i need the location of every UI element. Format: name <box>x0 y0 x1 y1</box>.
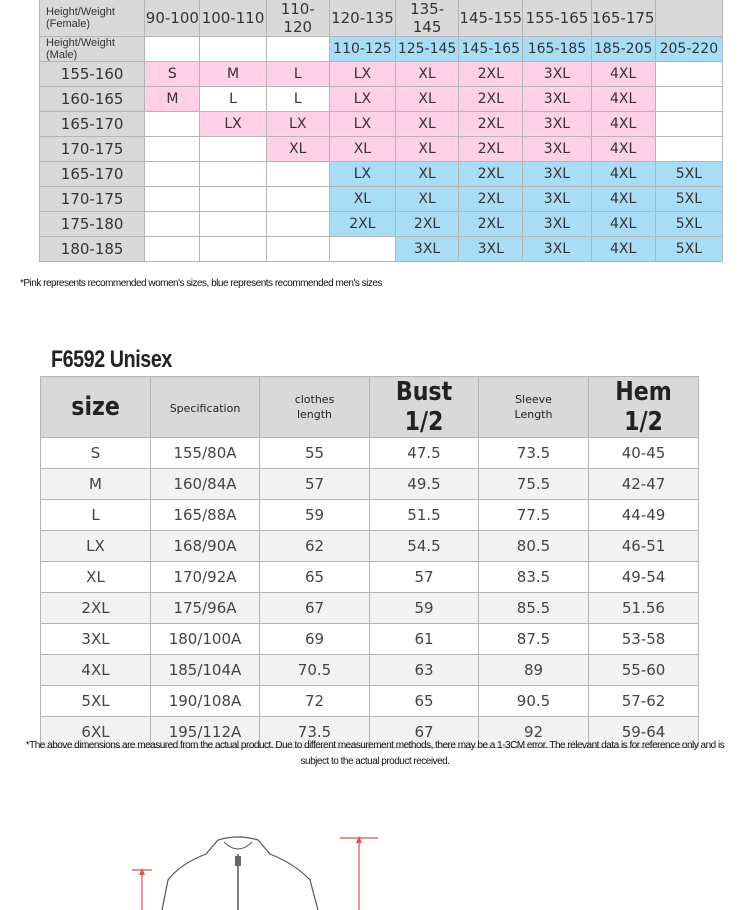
cell-clothes-length: 62 <box>260 531 370 562</box>
measurement-row <box>41 469 699 500</box>
size-cell: LX <box>329 87 395 112</box>
size-cell: XL <box>396 62 459 87</box>
header-clothes-length: clothes length <box>260 377 370 438</box>
size-cell: XL <box>396 137 459 162</box>
size-cell <box>145 112 200 137</box>
size-cell <box>145 137 200 162</box>
male-weight-cell: 145-165 <box>459 37 523 62</box>
cell-bust: 47.5 <box>370 438 479 469</box>
size-cell: LX <box>329 112 395 137</box>
male-weight-cell <box>145 37 200 62</box>
size-row <box>40 237 723 262</box>
size-cell: 2XL <box>459 162 523 187</box>
measurement-disclaimer: *The above dimensions are measured from the actual product. Due to different measurement methods, there may be a 1-3CM error. The relevant data is for reference only and is subject to the actual product received. <box>25 740 725 767</box>
size-cell: LX <box>266 112 329 137</box>
cell-clothes-length: 70.5 <box>260 655 370 686</box>
size-cell: M <box>145 87 200 112</box>
measurement-header-row <box>41 377 699 438</box>
size-cell: 3XL <box>523 212 591 237</box>
size-cell <box>266 237 329 262</box>
cell-bust: 65 <box>370 686 479 717</box>
cell-clothes-length: 69 <box>260 624 370 655</box>
size-cell: XL <box>329 187 395 212</box>
cell-size: L <box>41 500 151 531</box>
male-weight-cell <box>266 37 329 62</box>
size-cell: 2XL <box>459 187 523 212</box>
cell-hem: 53-58 <box>589 624 699 655</box>
size-cell: 4XL <box>591 187 655 212</box>
height-cell: 170-175 <box>40 137 145 162</box>
female-weight-cell: 155-165 <box>523 0 591 37</box>
cell-clothes-length: 72 <box>260 686 370 717</box>
cell-bust: 57 <box>370 562 479 593</box>
size-cell: L <box>266 87 329 112</box>
size-cell: 4XL <box>591 87 655 112</box>
measurement-row <box>41 500 699 531</box>
male-header-row <box>40 37 723 62</box>
header-sleeve-length: Sleeve Length <box>479 377 589 438</box>
header-hem: Hem 1/2 <box>589 377 699 438</box>
size-cell: 3XL <box>523 112 591 137</box>
cell-sleeve-length: 92 <box>479 717 589 748</box>
cell-size: M <box>41 469 151 500</box>
size-cell: 2XL <box>459 112 523 137</box>
male-weight-cell: 165-185 <box>523 37 591 62</box>
cell-hem: 55-60 <box>589 655 699 686</box>
female-header-label: Height/Weight (Female) <box>40 0 145 37</box>
cell-sleeve-length: 85.5 <box>479 593 589 624</box>
female-weight-cell: 100-110 <box>200 0 266 37</box>
measurement-row <box>41 686 699 717</box>
height-cell: 175-180 <box>40 212 145 237</box>
cell-specification: 180/100A <box>151 624 260 655</box>
cell-hem: 44-49 <box>589 500 699 531</box>
size-cell <box>655 112 722 137</box>
cell-sleeve-length: 83.5 <box>479 562 589 593</box>
size-cell: 2XL <box>396 212 459 237</box>
height-cell: 160-165 <box>40 87 145 112</box>
size-cell: 3XL <box>523 62 591 87</box>
size-cell <box>266 162 329 187</box>
size-cell: 5XL <box>655 187 722 212</box>
measurement-row <box>41 531 699 562</box>
female-weight-cell: 90-100 <box>145 0 200 37</box>
size-row <box>40 87 723 112</box>
size-cell: 4XL <box>591 237 655 262</box>
size-cell: 2XL <box>459 62 523 87</box>
cell-hem: 40-45 <box>589 438 699 469</box>
size-cell <box>655 62 722 87</box>
size-cell: 3XL <box>523 137 591 162</box>
size-cell <box>655 137 722 162</box>
size-cell <box>145 237 200 262</box>
cell-size: XL <box>41 562 151 593</box>
cell-size: 3XL <box>41 624 151 655</box>
size-cell: LX <box>329 62 395 87</box>
size-cell: 3XL <box>523 237 591 262</box>
female-weight-cell: 145-155 <box>459 0 523 37</box>
product-title: F6592 Unisex <box>51 346 172 373</box>
height-cell: 165-170 <box>40 162 145 187</box>
female-weight-cell: 110-120 <box>266 0 329 37</box>
size-cell: S <box>145 62 200 87</box>
cell-specification: 170/92A <box>151 562 260 593</box>
cell-hem: 51.56 <box>589 593 699 624</box>
cell-size: S <box>41 438 151 469</box>
size-cell: 3XL <box>459 237 523 262</box>
cell-clothes-length: 65 <box>260 562 370 593</box>
size-cell: 4XL <box>591 62 655 87</box>
cell-bust: 67 <box>370 717 479 748</box>
cell-bust: 49.5 <box>370 469 479 500</box>
header-bust: Bust 1/2 <box>370 377 479 438</box>
cell-specification: 190/108A <box>151 686 260 717</box>
cell-size: 2XL <box>41 593 151 624</box>
cell-specification: 168/90A <box>151 531 260 562</box>
size-cell <box>266 187 329 212</box>
size-cell: 4XL <box>591 137 655 162</box>
size-cell: 3XL <box>396 237 459 262</box>
header-size: size <box>41 377 151 438</box>
cell-size: LX <box>41 531 151 562</box>
size-cell <box>266 212 329 237</box>
cell-clothes-length: 55 <box>260 438 370 469</box>
cell-hem: 46-51 <box>589 531 699 562</box>
height-cell: 180-185 <box>40 237 145 262</box>
cell-sleeve-length: 89 <box>479 655 589 686</box>
male-weight-cell: 185-205 <box>591 37 655 62</box>
female-weight-cell: 135-145 <box>396 0 459 37</box>
cell-size: 6XL <box>41 717 151 748</box>
cell-clothes-length: 67 <box>260 593 370 624</box>
cell-sleeve-length: 90.5 <box>479 686 589 717</box>
cell-hem: 42-47 <box>589 469 699 500</box>
male-weight-cell: 205-220 <box>655 37 722 62</box>
cell-specification: 160/84A <box>151 469 260 500</box>
size-cell: XL <box>396 187 459 212</box>
size-cell <box>145 187 200 212</box>
cell-bust: 59 <box>370 593 479 624</box>
measurement-row <box>41 624 699 655</box>
size-cell: 3XL <box>523 187 591 212</box>
size-cell <box>145 162 200 187</box>
size-row <box>40 137 723 162</box>
cell-specification: 175/96A <box>151 593 260 624</box>
jacket-measure-diagram-icon <box>120 830 400 910</box>
measurement-row <box>41 438 699 469</box>
female-header-row <box>40 0 723 37</box>
cell-specification: 155/80A <box>151 438 260 469</box>
cell-bust: 61 <box>370 624 479 655</box>
size-cell: LX <box>329 162 395 187</box>
cell-specification: 185/104A <box>151 655 260 686</box>
size-row <box>40 212 723 237</box>
size-row <box>40 62 723 87</box>
size-cell: XL <box>329 137 395 162</box>
cell-hem: 49-54 <box>589 562 699 593</box>
measurement-row <box>41 593 699 624</box>
size-cell: 4XL <box>591 212 655 237</box>
size-cell: 2XL <box>459 137 523 162</box>
size-cell: 5XL <box>655 237 722 262</box>
female-weight-cell <box>655 0 722 37</box>
size-cell: XL <box>266 137 329 162</box>
size-cell <box>200 162 266 187</box>
size-cell: LX <box>200 112 266 137</box>
male-weight-cell: 125-145 <box>396 37 459 62</box>
size-row <box>40 162 723 187</box>
size-cell <box>200 137 266 162</box>
size-cell: XL <box>396 162 459 187</box>
size-cell: 4XL <box>591 112 655 137</box>
product-measurement-table <box>40 376 699 748</box>
cell-bust: 51.5 <box>370 500 479 531</box>
male-header-label: Height/Weight (Male) <box>40 37 145 62</box>
measurement-row <box>41 562 699 593</box>
size-cell <box>200 237 266 262</box>
size-row <box>40 112 723 137</box>
size-cell: L <box>200 87 266 112</box>
size-cell: 2XL <box>459 87 523 112</box>
height-cell: 170-175 <box>40 187 145 212</box>
cell-bust: 54.5 <box>370 531 479 562</box>
size-cell: 3XL <box>523 87 591 112</box>
size-cell <box>200 212 266 237</box>
male-weight-cell <box>200 37 266 62</box>
size-cell: XL <box>396 87 459 112</box>
height-cell: 165-170 <box>40 112 145 137</box>
measurement-row <box>41 655 699 686</box>
size-recommendation-table <box>39 0 723 262</box>
cell-sleeve-length: 80.5 <box>479 531 589 562</box>
size-row <box>40 187 723 212</box>
cell-clothes-length: 57 <box>260 469 370 500</box>
size-cell: 5XL <box>655 212 722 237</box>
size-cell: 5XL <box>655 162 722 187</box>
cell-specification: 165/88A <box>151 500 260 531</box>
cell-hem: 57-62 <box>589 686 699 717</box>
size-cell <box>200 187 266 212</box>
size-cell: L <box>266 62 329 87</box>
male-weight-cell: 110-125 <box>329 37 395 62</box>
cell-sleeve-length: 87.5 <box>479 624 589 655</box>
female-weight-cell: 120-135 <box>329 0 395 37</box>
cell-bust: 63 <box>370 655 479 686</box>
female-weight-cell: 165-175 <box>591 0 655 37</box>
cell-sleeve-length: 75.5 <box>479 469 589 500</box>
size-cell: 4XL <box>591 162 655 187</box>
size-cell <box>145 212 200 237</box>
cell-specification: 195/112A <box>151 717 260 748</box>
cell-clothes-length: 73.5 <box>260 717 370 748</box>
size-cell <box>329 237 395 262</box>
cell-sleeve-length: 77.5 <box>479 500 589 531</box>
cell-size: 5XL <box>41 686 151 717</box>
cell-sleeve-length: 73.5 <box>479 438 589 469</box>
size-color-note: *Pink represents recommended women's sizes, blue represents recommended men's sizes <box>20 278 382 289</box>
size-cell: XL <box>396 112 459 137</box>
size-cell: 2XL <box>459 212 523 237</box>
size-cell: M <box>200 62 266 87</box>
cell-hem: 59-64 <box>589 717 699 748</box>
cell-size: 4XL <box>41 655 151 686</box>
height-cell: 155-160 <box>40 62 145 87</box>
size-cell: 2XL <box>329 212 395 237</box>
header-specification: Specification <box>151 377 260 438</box>
cell-clothes-length: 59 <box>260 500 370 531</box>
size-cell <box>655 87 722 112</box>
size-cell: 3XL <box>523 162 591 187</box>
